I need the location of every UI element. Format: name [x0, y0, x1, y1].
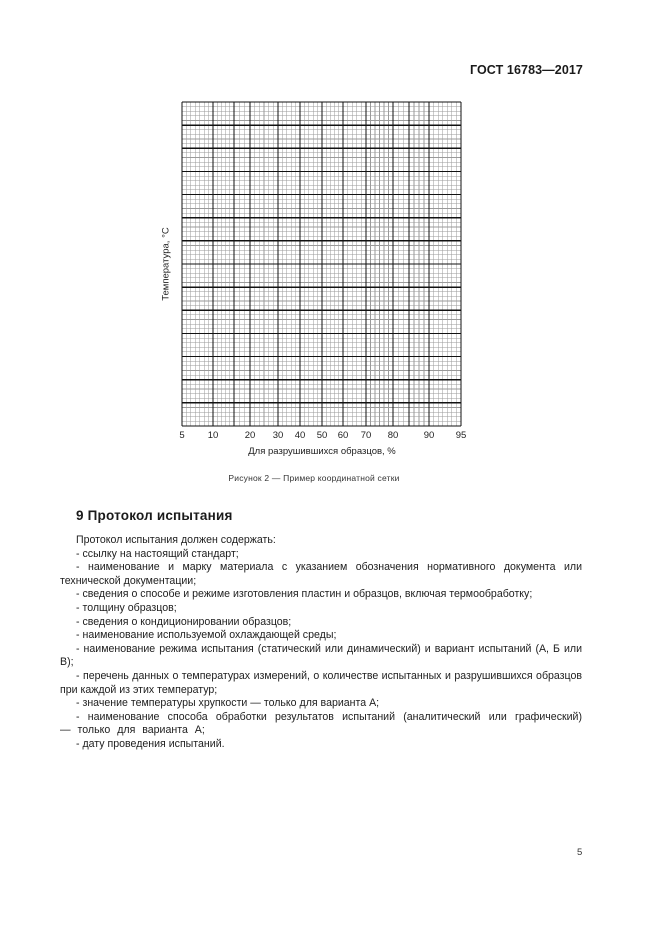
x-tick-label: 50	[316, 430, 328, 441]
list-item: - толщину образцов;	[76, 601, 177, 614]
list-item: - наименование и марку материала с указанием обозначения нормативного документа или технической документации;	[60, 561, 582, 587]
x-tick-label: 30	[272, 430, 284, 441]
list-item: - перечень данных о температурах измерений, о количестве испытанных и разрушившихся образцов при каждой из этих температур;	[60, 669, 582, 696]
list-item: - сведения о способе и режиме изготовления пластин и образцов, включая термообработку;	[76, 588, 533, 601]
y-axis-label: Температура, °С	[160, 227, 172, 301]
x-tick-label: 60	[337, 430, 349, 441]
figure-caption: Рисунок 2 — Пример координатной сетки	[228, 473, 400, 483]
x-tick-label: 20	[244, 430, 256, 441]
x-tick-label: 80	[387, 430, 399, 441]
x-tick-label: 5	[179, 430, 185, 441]
list-item: - дату проведения испытаний.	[76, 737, 225, 750]
section-heading: 9 Протокол испытания	[76, 508, 233, 523]
x-tick-label: 40	[294, 430, 306, 441]
list-item: - ссылку на настоящий стандарт;	[76, 547, 239, 560]
standard-code: ГОСТ 16783—2017	[469, 63, 583, 77]
section-body	[60, 534, 582, 752]
x-tick-label: 95	[455, 430, 467, 441]
x-axis-label: Для разрушившихся образцов, %	[248, 446, 396, 457]
list-item: - значение температуры хрупкости — только для варианта А;	[76, 697, 380, 710]
page-number: 5	[577, 847, 583, 858]
x-tick-label: 90	[423, 430, 435, 441]
list-item: - сведения о кондиционировании образцов;	[76, 615, 292, 628]
list-item: - наименование способа обработки результатов испытаний (аналитический или графический) — только для варианта А;	[60, 710, 582, 737]
x-tick-label: 10	[207, 430, 219, 441]
list-item: - наименование используемой охлаждающей среды;	[76, 629, 337, 642]
intro-paragraph: Протокол испытания должен содержать:	[76, 534, 276, 546]
x-tick-label: 70	[360, 430, 372, 441]
probability-grid	[0, 0, 661, 440]
list-item: - наименование режима испытания (статический или динамический) и вариант испытаний (А, Б или В);	[60, 642, 582, 669]
